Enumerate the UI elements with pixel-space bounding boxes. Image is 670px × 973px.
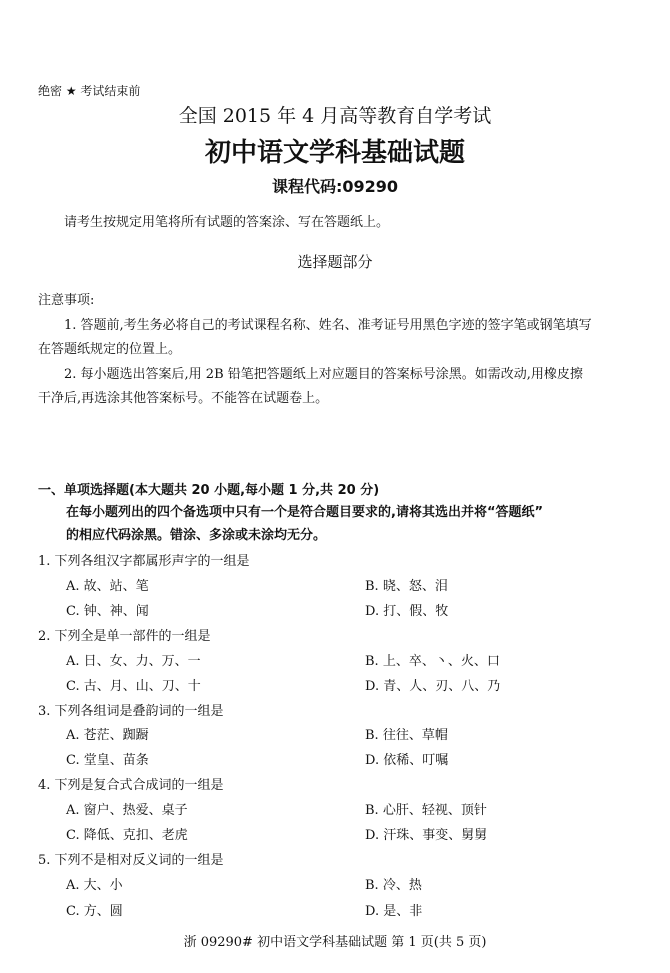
question-stem: 1. 下列各组汉字都属形声字的一组是 <box>38 554 250 569</box>
option-d: D. 汗珠、事变、舅舅 <box>365 828 488 843</box>
subject-title: 初中语文学科基础试题 <box>204 138 465 168</box>
option-b: B. 心肝、轻视、顶针 <box>365 803 487 818</box>
option-d: D. 青、人、刃、八、乃 <box>365 679 501 694</box>
option-c: C. 钟、神、闻 <box>66 604 149 619</box>
part-title: 一、单项选择题(本大题共 20 小题,每小题 1 分,共 20 分) <box>38 483 380 498</box>
option-d: D. 依稀、叮嘱 <box>365 753 449 768</box>
option-a: A. 苍茫、踟蹰 <box>66 728 149 743</box>
exam-title: 全国 2015 年 4 月高等教育自学考试 <box>178 105 492 127</box>
general-instruction: 请考生按规定用笔将所有试题的答案涂、写在答题纸上。 <box>64 215 390 230</box>
option-b: B. 晓、怒、泪 <box>365 579 448 594</box>
option-d: D. 是、非 <box>365 904 423 919</box>
option-d: D. 打、假、牧 <box>365 604 449 619</box>
confidential-label: 绝密 ★ 考试结束前 <box>38 84 141 98</box>
part-instruction-line: 的相应代码涂黑。错涂、多涂或未涂均无分。 <box>66 528 327 543</box>
option-a: A. 大、小 <box>66 878 123 893</box>
page-footer: 浙 09290# 初中语文学科基础试题 第 1 页(共 5 页) <box>183 935 487 950</box>
question-stem: 4. 下列是复合式合成词的一组是 <box>38 778 224 793</box>
option-a: A. 日、女、力、万、一 <box>66 654 201 669</box>
option-c: C. 堂皇、苗条 <box>66 753 149 768</box>
section-title: 选择题部分 <box>297 253 373 271</box>
option-a: A. 窗户、热爱、桌子 <box>66 803 188 818</box>
course-code: 课程代码:09290 <box>271 177 399 196</box>
note-line: 在答题纸规定的位置上。 <box>38 342 182 357</box>
question-stem: 3. 下列各组词是叠韵词的一组是 <box>38 704 224 719</box>
option-c: C. 古、月、山、刀、十 <box>66 679 201 694</box>
option-a: A. 故、站、笔 <box>66 579 149 594</box>
note-line: 干净后,再选涂其他答案标号。不能答在试题卷上。 <box>38 391 329 406</box>
note-line: 1. 答题前,考生务必将自己的考试课程名称、姓名、准考证号用黑色字迹的签字笔或钢笔填写 <box>64 318 592 333</box>
option-c: C. 方、圆 <box>66 904 123 919</box>
note-line: 2. 每小题选出答案后,用 2B 铅笔把答题纸上对应题目的答案标号涂黑。如需改动,用橡皮擦 <box>64 367 583 382</box>
option-b: B. 往往、草帽 <box>365 728 448 743</box>
question-stem: 2. 下列全是单一部件的一组是 <box>38 629 211 644</box>
question-stem: 5. 下列不是相对反义词的一组是 <box>38 853 224 868</box>
part-instruction-line: 在每小题列出的四个备选项中只有一个是符合题目要求的,请将其选出并将“答题纸” <box>66 505 544 520</box>
option-b: B. 冷、热 <box>365 878 422 893</box>
notes-title: 注意事项: <box>38 293 95 308</box>
option-b: B. 上、卒、丶、火、口 <box>365 654 500 669</box>
option-c: C. 降低、克扣、老虎 <box>66 828 188 843</box>
